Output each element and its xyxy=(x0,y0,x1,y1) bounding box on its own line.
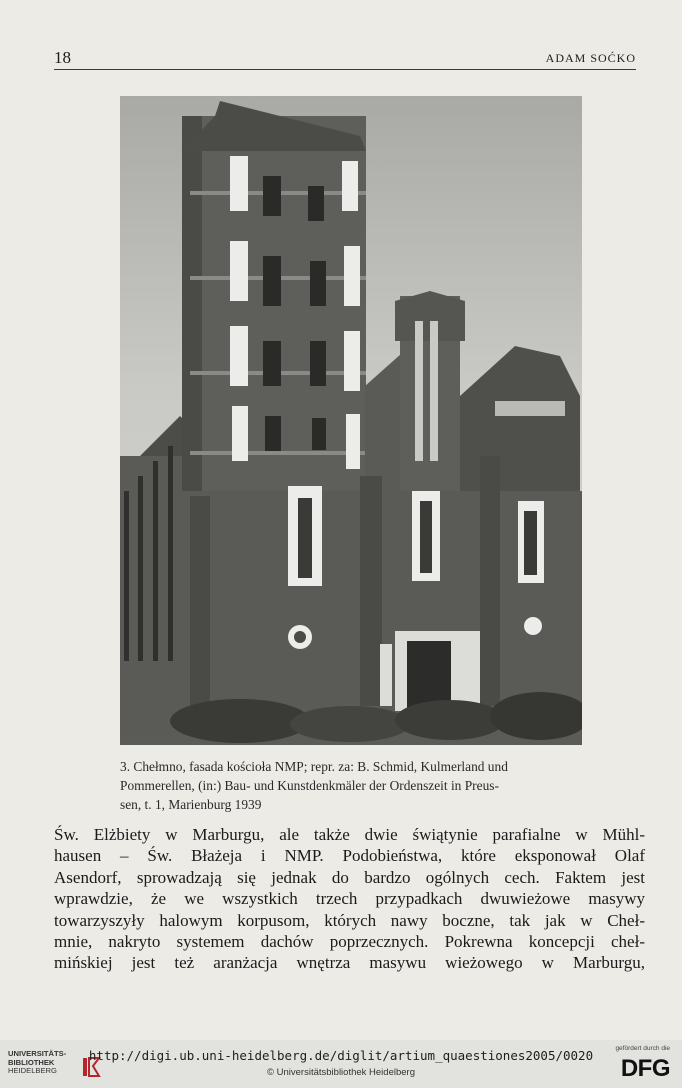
dfg-tagline: gefördert durch die xyxy=(615,1045,670,1052)
text-line: hausen – Św. Błażeja i NMP. Podobieństwa, które eksponował Olaf xyxy=(54,846,645,866)
library-name-line: HEIDELBERG xyxy=(8,1066,57,1075)
library-name-line: BIBLIOTHEK xyxy=(8,1057,55,1067)
text-line: wprawdzie, że we wszystkich trzech przypadkach dwuwieżowe masywy xyxy=(54,889,645,909)
text-line: mińskiej jest też aranżacja wnętrza masywu wieżowego w Marburgu, xyxy=(54,953,645,973)
body-paragraph xyxy=(54,824,645,974)
caption-line: Pommerellen, (in:) Bau- und Kunstdenkmäler der Ordenszeit in Preus- xyxy=(120,778,499,793)
dfg-logo[interactable] xyxy=(608,1042,670,1086)
text-line: towarzyszyły halowym korpusom, których nawy boczne, tak jak w Cheł- xyxy=(54,910,645,930)
text-line: Asendorf, sprowadzają się jednak do bardzo ogólnych cech. Faktem jest xyxy=(54,867,645,887)
running-head xyxy=(54,48,636,68)
running-head-author: ADAM SOĆKO xyxy=(545,51,636,65)
viewer-footer xyxy=(0,1040,682,1088)
header-rule xyxy=(54,69,636,70)
dfg-wordmark: DFG xyxy=(620,1055,670,1082)
text-line: mnie, nakryto systemem dachów poprzecznych. Pokrewna koncepcji cheł- xyxy=(54,932,645,952)
library-name-line: UNIVERSITÄTS- xyxy=(8,1049,67,1058)
church-facade-photograph xyxy=(120,96,582,745)
caption-line: 3. Chełmno, fasada kościoła NMP; repr. za: B. Schmid, Kulmerland und xyxy=(120,759,508,774)
copyright-notice: © Universitätsbibliothek Heidelberg xyxy=(267,1067,415,1078)
page-number: 18 xyxy=(54,48,71,67)
caption-line: sen, t. 1, Marienburg 1939 xyxy=(120,797,262,812)
permalink-url[interactable]: http://digi.ub.uni-heidelberg.de/diglit/artium_quaestiones2005/0020 xyxy=(88,1048,594,1063)
figure-caption xyxy=(120,757,596,814)
text-line: Św. Elżbiety w Marburgu, ale także dwie świątynie parafialne w Mühl- xyxy=(54,825,645,844)
